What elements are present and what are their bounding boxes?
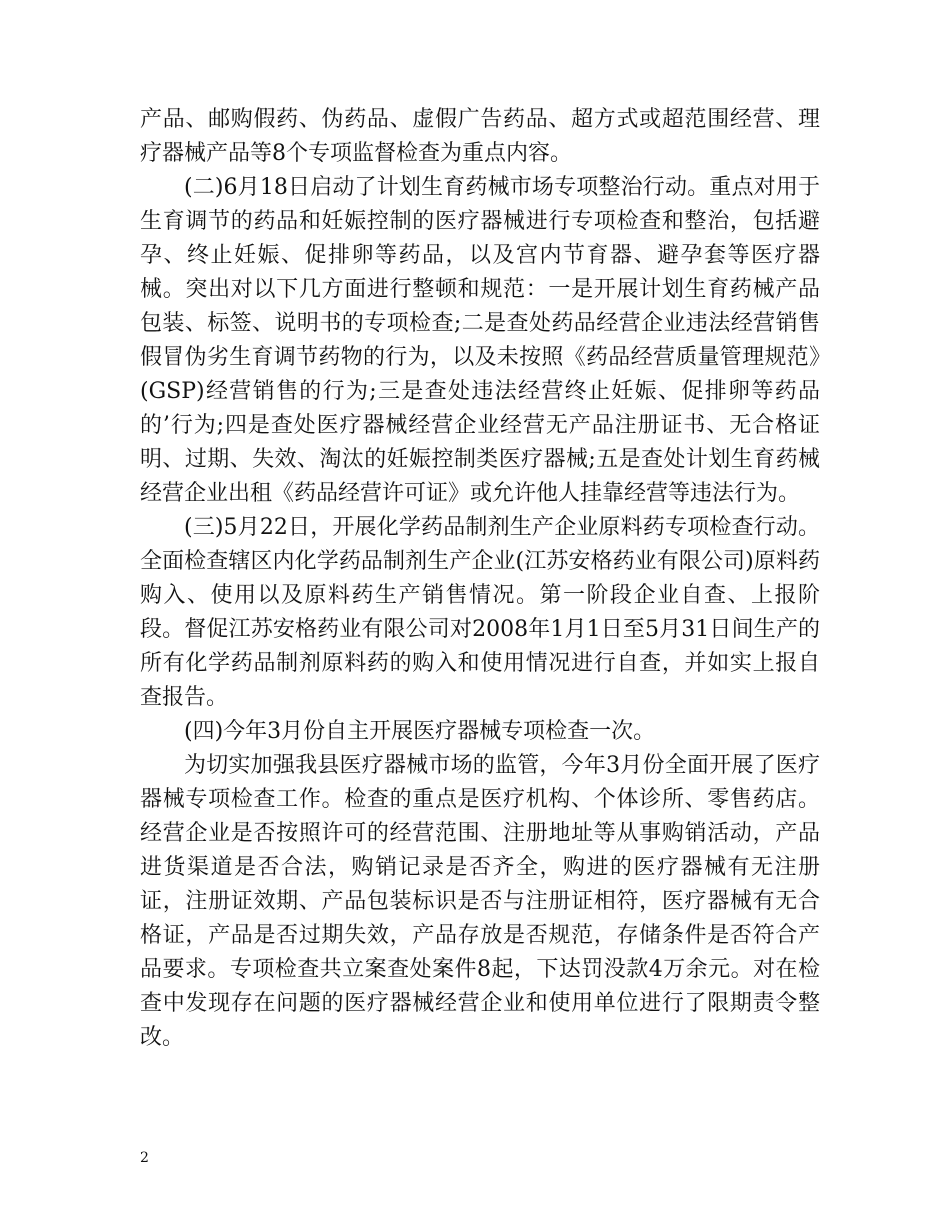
paragraph-5: 为切实加强我县医疗器械市场的监管，今年3月份全面开展了医疗器械专项检查工作。检查的重点是医疗机构、个体诊所、零售药店。经营企业是否按照许可的经营范围、注册地址等从事购销活动，产品进货渠道是否合法，购销记录是否齐全，购进的医疗器械有无注册证，注册证效期、产品包装标识是否与注册证相符，医疗器械有无合格证，产品是否过期失效，产品存放是否规范，存储条件是否符合产品要求。专项检查共立案查处案件8起，下达罚没款4万余元。对在检查中发现存在问题的医疗器械经营企业和使用单位进行了限期责令整改。 bbox=[140, 753, 820, 1050]
paragraph-3: (三)5月22日，开展化学药品制剂生产企业原料药专项检查行动。全面检查辖区内化学药品制剂生产企业(江苏安格药业有限公司)原料药购入、使用以及原料药生产销售情况。第一阶段企业自查、上报阶段。督促江苏安格药业有限公司对2008年1月1日至5月31日间生产的所有化学药品制剂原料药的购入和使用情况进行自查，并如实上报自查报告。 bbox=[140, 515, 820, 710]
document-body bbox=[140, 103, 820, 1055]
paragraph-2: (二)6月18日启动了计划生育药械市场专项整治行动。重点对用于生育调节的药品和妊娠控制的医疗器械进行专项检查和整治，包括避孕、终止妊娠、促排卵等药品，以及宫内节育器、避孕套等医疗器械。突出对以下几方面进行整顿和规范：一是开展计划生育药械产品包装、标签、说明书的专项检查;二是查处药品经营企业违法经营销售假冒伪劣生育调节药物的行为，以及未按照《药品经营质量管理规范》(GSP)经营销售的行为;三是查处违法经营终止妊娠、促排卵等药品的’行为;四是查处医疗器械经营企业经营无产品注册证书、无合格证明、过期、失效、淘汰的妊娠控制类医疗器械;五是查处计划生育药械经营企业出租《药品经营许可证》或允许他人挂靠经营等违法行为。 bbox=[140, 175, 820, 506]
paragraph-4: (四)今年3月份自主开展医疗器械专项检查一次。 bbox=[184, 719, 656, 744]
page-number: 2 bbox=[140, 1150, 149, 1166]
paragraph-1: 产品、邮购假药、伪药品、虚假广告药品、超方式或超范围经营、理疗器械产品等8个专项监督检查为重点内容。 bbox=[140, 107, 820, 166]
